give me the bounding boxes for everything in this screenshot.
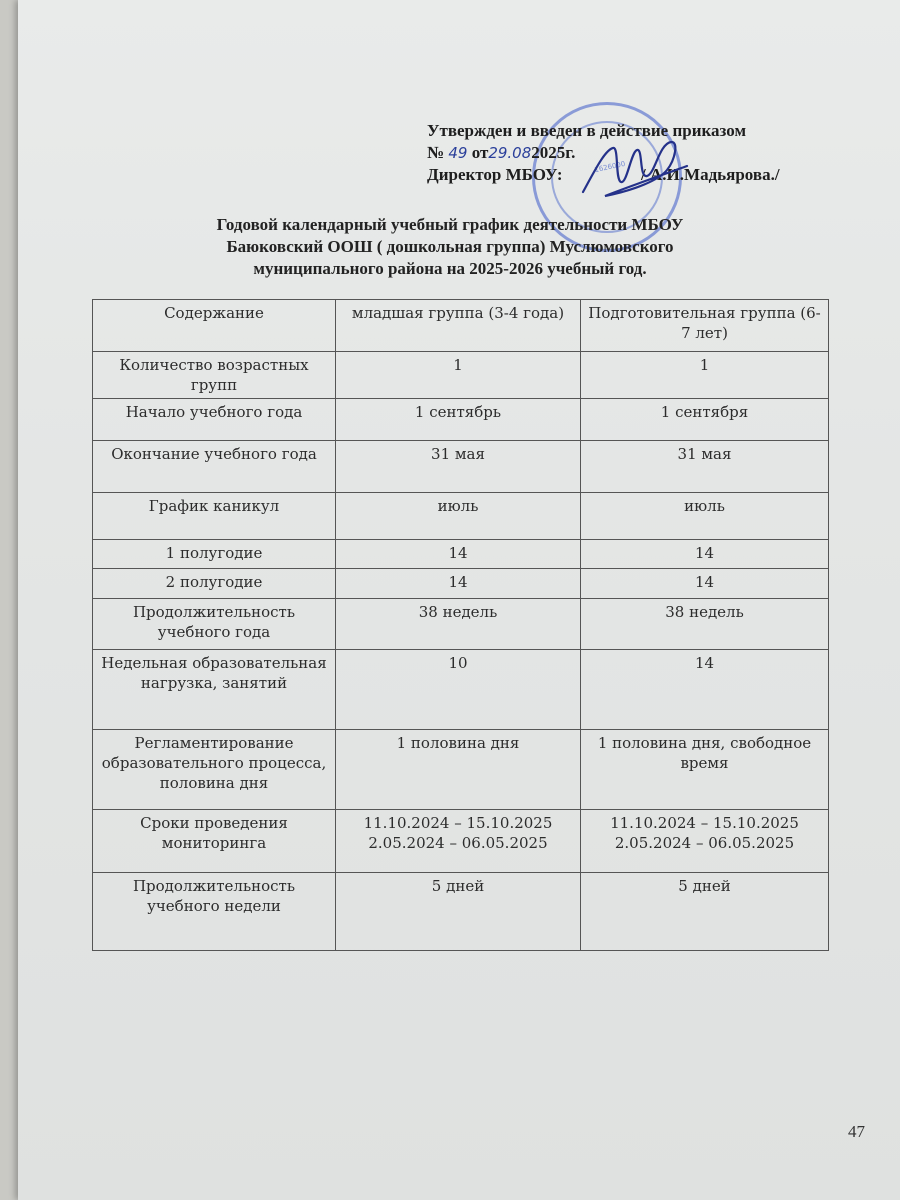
table-row [93,441,829,493]
header-content: Содержание [93,300,336,352]
row-senior-value: 14 [581,569,829,599]
schedule-table [92,299,829,951]
table-row [93,352,829,399]
header-senior-group: Подготовительная группа (6-7 лет) [581,300,829,352]
page-number: 47 [848,1122,865,1141]
row-junior-value: 10 [336,650,581,730]
approval-line-1: Утвержден и введен в действие приказом [427,121,747,140]
row-label: Регламентирование образовательного процесса, половина дня [93,730,336,810]
row-senior-value: 14 [581,540,829,569]
table-row [93,810,829,873]
row-junior-value: июль [336,493,581,540]
row-junior-value: 1 сентябрь [336,399,581,441]
row-senior-value: июль [581,493,829,540]
table-row [93,399,829,441]
row-label: Продолжительность учебного года [93,599,336,650]
order-number: 49 [448,144,468,162]
stamp-text: 1626000 [593,159,626,175]
row-junior-value: 11.10.2024 – 15.10.2025 2.05.2024 – 06.05.2025 [336,810,581,873]
director-name: / А.И.Мадьярова./ [641,165,780,184]
row-senior-value: 38 недель [581,599,829,650]
row-label: Окончание учебного года [93,441,336,493]
table-header-row [93,300,829,352]
row-label: 1 полугодие [93,540,336,569]
row-senior-value: 14 [581,650,829,730]
order-date-prefix: от [471,143,489,162]
row-junior-value: 14 [336,540,581,569]
row-junior-value: 31 мая [336,441,581,493]
row-junior-value: 14 [336,569,581,599]
table-row [93,599,829,650]
row-senior-value: 31 мая [581,441,829,493]
title-line-1: Годовой календарный учебный график деятельности МБОУ [216,215,684,234]
order-date: 29.08 [488,144,532,162]
row-senior-value: 1 сентября [581,399,829,441]
title-line-3: муниципального района на 2025-2026 учебный год. [253,259,647,278]
header-junior-group: младшая группа (3-4 года) [336,300,581,352]
row-label: Недельная образовательная нагрузка, занятий [93,650,336,730]
director-label: Директор МБОУ: [427,165,563,184]
signature [575,130,695,210]
table-row [93,569,829,599]
row-label: Начало учебного года [93,399,336,441]
row-label: График каникул [93,493,336,540]
title-line-2: Баюковский ООШ ( дошкольная группа) Муслюмовского [226,237,674,256]
row-junior-value: 1 [336,352,581,399]
row-label: Продолжительность учебного недели [93,873,336,951]
row-junior-value: 1 половина дня [336,730,581,810]
table-row [93,493,829,540]
table-row [93,540,829,569]
table-row [93,650,829,730]
row-senior-value: 1 половина дня, свободное время [581,730,829,810]
row-senior-value: 1 [581,352,829,399]
row-senior-value: 5 дней [581,873,829,951]
row-label: Сроки проведения мониторинга [93,810,336,873]
row-junior-value: 5 дней [336,873,581,951]
order-year: 2025г. [531,143,576,162]
row-label: 2 полугодие [93,569,336,599]
row-senior-value: 11.10.2024 – 15.10.2025 2.05.2024 – 06.05.2025 [581,810,829,873]
order-number-prefix: № [427,143,445,162]
row-junior-value: 38 недель [336,599,581,650]
row-label: Количество возрастных групп [93,352,336,399]
document-title [140,214,760,280]
table-row [93,873,829,951]
table-row [93,730,829,810]
